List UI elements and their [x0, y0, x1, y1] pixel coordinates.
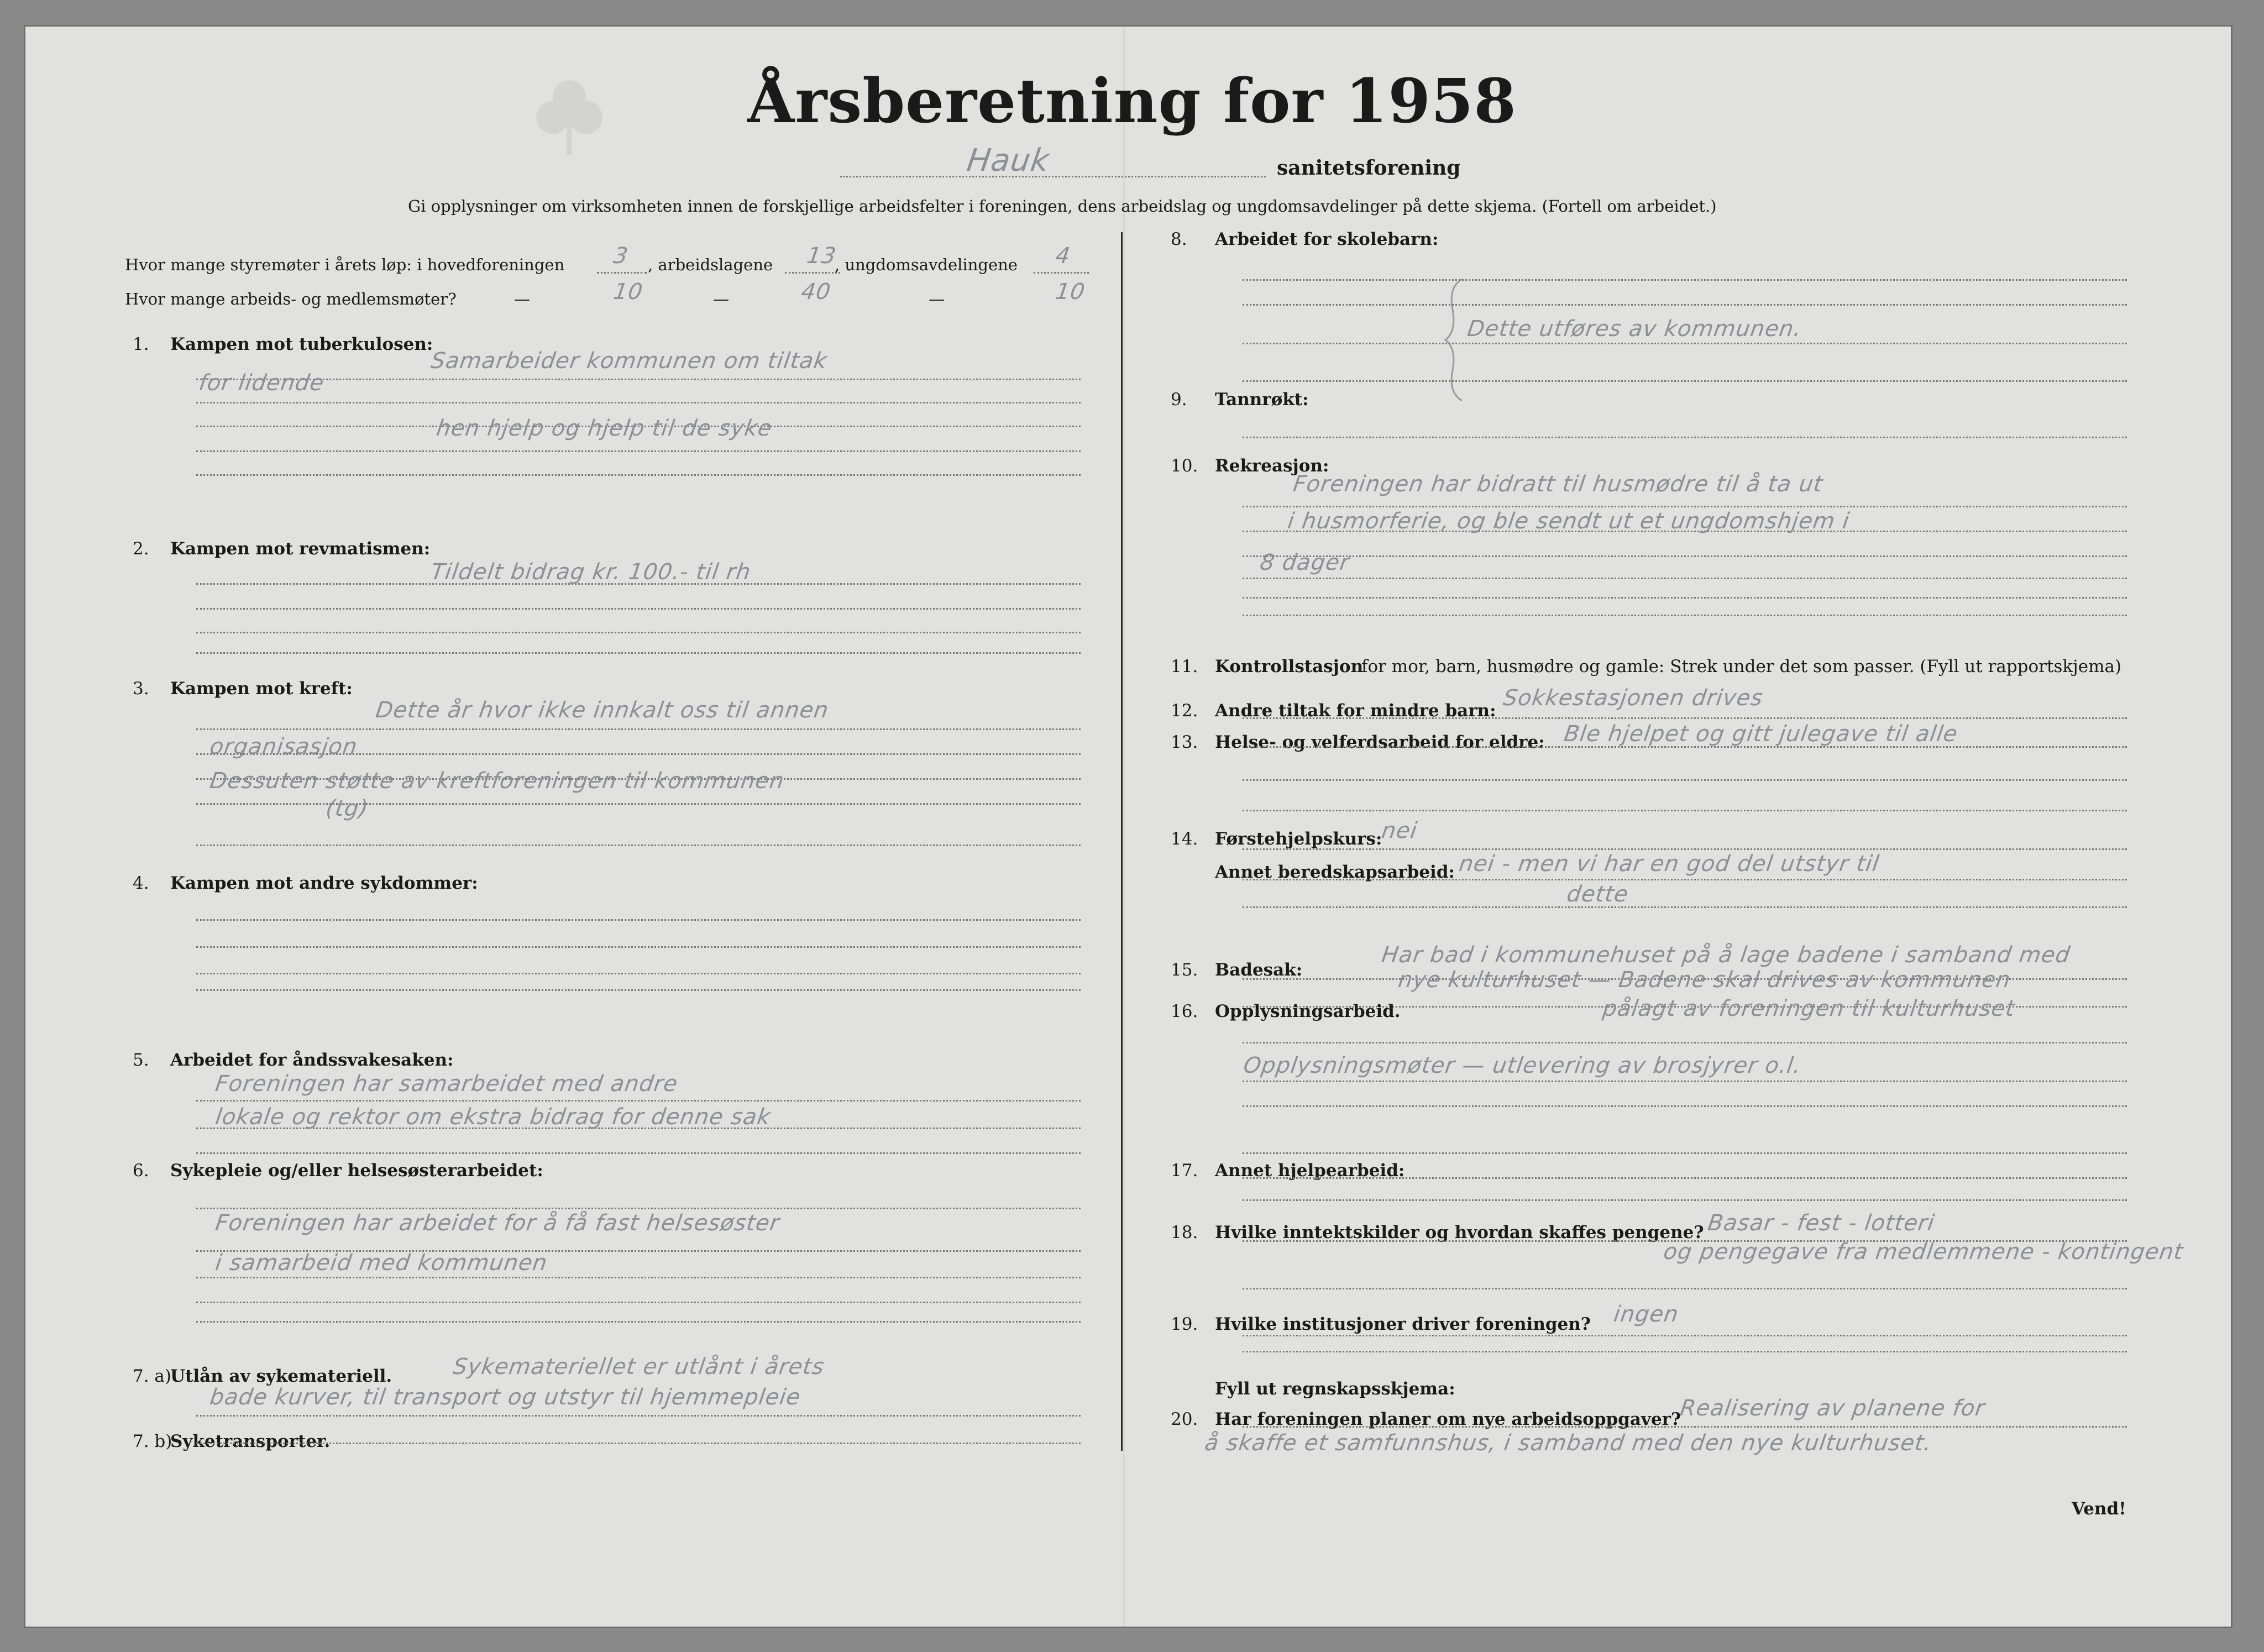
left-section-5-handwriting: lokale og rektor om ekstra bidrag for denne sak: [213, 1104, 773, 1130]
right-section-7-label: Førstehjelpskurs:: [1215, 829, 1382, 849]
left-section-1-label: Kampen mot tuberkulosen:: [170, 334, 433, 354]
left-section-4-line: [196, 946, 1081, 948]
right-section-12-handwriting: Basar - fest - lotteri: [1706, 1210, 1937, 1236]
left-section-3-handwriting: Dette år hvor ikke innkalt oss til annen: [374, 697, 831, 723]
right-section-9-handwriting: pålagt av foreningen til kulturhuset: [1601, 996, 2017, 1021]
left-section-1-number: 1.: [133, 334, 149, 354]
right-section-13-handwriting: ingen: [1612, 1302, 1681, 1327]
right-section-6-label: Helse- og velferdsarbeid for eldre:: [1215, 732, 1545, 752]
org-name-handwriting: Hauk: [965, 143, 1052, 179]
right-section-1-line: [1243, 304, 2127, 306]
left-section-6-number: 6.: [133, 1161, 149, 1181]
right-section-5-number: 12.: [1171, 701, 1198, 721]
left-section-3-line: [196, 728, 1081, 730]
left-section-2-line: [196, 652, 1081, 654]
right-section-15-handwriting: Realisering av planene for: [1678, 1396, 1987, 1421]
right-section-5-label: Andre tiltak for mindre barn:: [1215, 701, 1496, 721]
left-section-6-handwriting: Foreningen har arbeidet for å få fast helsesøster: [213, 1210, 782, 1236]
meetings-q1-part1: Hvor mange styremøter i årets løp: i hovedforeningen: [125, 255, 565, 274]
right-section-3-number: 10.: [1171, 456, 1198, 476]
left-section-6-label: Sykepleie og/eller helsesøsterarbeidet:: [170, 1161, 543, 1181]
right-section-4-label: Kontrollstasjon: [1215, 657, 1364, 676]
right-section-15-number: 20.: [1171, 1409, 1198, 1429]
column-divider: [1121, 232, 1123, 1451]
left-section-3-handwriting: Dessuten støtte av kreftforeningen til kommunen: [208, 768, 786, 794]
left-section-7-label: Utlån av sykemateriell.: [170, 1366, 392, 1386]
right-section-1-label: Arbeidet for skolebarn:: [1215, 229, 1439, 249]
left-section-4-line: [196, 919, 1081, 921]
right-section-12-label: Hvilke inntektskilder og hvordan skaffes pengene?: [1215, 1223, 1704, 1242]
left-section-1-line: [196, 402, 1081, 403]
right-section-3-line: [1243, 578, 2127, 579]
left-section-5-handwriting: Foreningen har samarbeidet med andre: [213, 1071, 680, 1097]
meetings-q1-val1: 3: [611, 243, 630, 269]
left-section-2-handwriting: Tildelt bidrag kr. 100.- til rh: [429, 559, 753, 585]
right-section-7-number: 14.: [1171, 829, 1198, 849]
left-section-3-handwriting: organisasjon: [208, 734, 359, 759]
right-section-3-label: Rekreasjon:: [1215, 456, 1329, 476]
left-section-5-line: [196, 1100, 1081, 1102]
left-section-1-handwriting: Samarbeider kommunen om tiltak: [429, 348, 829, 374]
meetings-q2-val1: 10: [611, 279, 645, 305]
left-section-6-handwriting: i samarbeid med kommunen: [213, 1250, 549, 1276]
right-section-12-line: [1243, 1288, 2127, 1289]
right-section-10-number: 16.: [1171, 1001, 1198, 1021]
right-section-10-line: [1243, 1105, 2127, 1107]
right-section-13-line: [1243, 1351, 2127, 1352]
right-section-2-label: Tannrøkt:: [1215, 390, 1309, 410]
right-section-10-handwriting: Opplysningsmøter — utlevering av brosjyrer o.l.: [1241, 1053, 1803, 1078]
right-section-3-handwriting: Foreningen har bidratt til husmødre til å ta ut: [1291, 471, 1825, 497]
right-section-13-label: Hvilke institusjoner driver foreningen?: [1215, 1314, 1591, 1334]
left-section-4-number: 4.: [133, 873, 149, 893]
right-section-9-line: [1243, 1042, 2127, 1043]
left-section-7-number: 7. a): [133, 1366, 172, 1386]
left-section-1-line: [196, 450, 1081, 452]
brace-mark: [1443, 276, 1465, 403]
right-section-4-number: 11.: [1171, 657, 1198, 676]
right-section-15-line: [1243, 1426, 2127, 1428]
left-section-1-handwriting: for lidende: [197, 370, 326, 396]
right-section-3-handwriting: 8 dager: [1258, 550, 1351, 575]
left-section-5-label: Arbeidet for åndssvakesaken:: [170, 1050, 454, 1070]
right-section-8-line: [1243, 906, 2127, 908]
right-section-4-extra: for mor, barn, husmødre og gamle: Strek under det som passer. (Fyll ut rapportskjema): [1361, 657, 2122, 676]
meetings-dash-1: —: [514, 290, 530, 308]
right-section-13-line: [1243, 1335, 2127, 1336]
right-section-2-number: 9.: [1171, 390, 1187, 410]
right-section-8-line: [1243, 879, 2127, 880]
right-section-15-label: Har foreningen planer om nye arbeidsoppgaver?: [1215, 1409, 1681, 1429]
meetings-line-2: [785, 272, 840, 274]
right-section-7-line: [1243, 848, 2127, 850]
left-section-5-number: 5.: [133, 1050, 149, 1070]
right-section-9-number: 15.: [1171, 960, 1198, 980]
right-section-6-handwriting: Ble hjelpet og gitt julegave til alle: [1562, 721, 1959, 747]
right-section-9-label: Badesak:: [1215, 960, 1303, 980]
meetings-q2-val2: 40: [799, 279, 833, 305]
right-section-5-line: [1243, 717, 2127, 719]
right-section-5-handwriting: Sokkestasjonen drives: [1501, 685, 1765, 711]
left-section-6-line: [196, 1208, 1081, 1209]
left-section-5-line: [196, 1152, 1081, 1154]
right-section-2-line: [1243, 437, 2127, 438]
left-section-1-line: [196, 379, 1081, 380]
right-section-1-line: [1243, 279, 2127, 281]
left-section-3-label: Kampen mot kreft:: [170, 679, 353, 699]
right-section-8-handwriting: nei - men vi har en god del utstyr til: [1457, 851, 1882, 877]
right-section-8-handwriting: dette: [1565, 882, 1631, 907]
meetings-dash-3: —: [929, 290, 945, 308]
meetings-line-1: [597, 272, 647, 274]
left-section-8-number: 7. b): [133, 1431, 172, 1451]
right-section-14-label: Fyll ut regnskapsskjema:: [1215, 1379, 1455, 1399]
org-suffix: sanitetsforening: [1277, 156, 1461, 180]
right-section-1-handwriting: Dette utføres av kommunen.: [1465, 316, 1804, 342]
page-fold: [1123, 27, 1125, 1627]
right-section-15-handwriting: å skaffe et samfunnshus, i samband med den nye kulturhuset.: [1203, 1430, 1933, 1456]
right-section-11-number: 17.: [1171, 1161, 1198, 1181]
left-section-2-line: [196, 608, 1081, 610]
left-section-2-label: Kampen mot revmatismen:: [170, 539, 431, 559]
footer-vend: Vend!: [2072, 1499, 2126, 1519]
right-section-1-line: [1243, 380, 2127, 382]
meetings-q1-val3: 4: [1054, 243, 1072, 269]
right-section-10-line: [1243, 1152, 2127, 1154]
right-section-1-number: 8.: [1171, 229, 1187, 249]
left-section-7-handwriting: Sykemateriellet er utlånt i årets: [451, 1354, 826, 1380]
right-section-3-line: [1243, 555, 2127, 557]
left-section-8-label: Syketransporter.: [170, 1431, 331, 1451]
left-section-4-line: [196, 989, 1081, 991]
instructions: Gi opplysninger om virksomheten innen de forskjellige arbeidsfelter i foreningen, dens arbeidslag og ungdomsavdelinger på dette skjema. (Fortell om arbeidet.): [408, 197, 1717, 216]
right-section-8-label: Annet beredskapsarbeid:: [1215, 862, 1455, 882]
left-section-1-line: [196, 474, 1081, 476]
right-section-10-line: [1243, 1081, 2127, 1082]
left-section-2-number: 2.: [133, 539, 149, 559]
left-section-1-handwriting: hen hjelp og hjelp til de syke: [434, 416, 774, 441]
right-section-6-line: [1243, 779, 2127, 781]
meetings-q1-val2: 13: [805, 243, 838, 269]
right-section-9-handwriting: Har bad i kommunehuset på å lage badene i samband med: [1380, 942, 2072, 968]
left-section-6-line: [196, 1277, 1081, 1278]
left-section-8-line: [196, 1443, 1081, 1444]
left-section-3-handwriting: (tg): [324, 796, 370, 821]
org-name-line: [840, 176, 1266, 177]
right-section-10-label: Opplysningsarbeid.: [1215, 1001, 1401, 1021]
form-title: Årsberetning for 1958: [747, 65, 1517, 137]
left-section-3-number: 3.: [133, 679, 149, 699]
right-section-11-label: Annet hjelpearbeid:: [1215, 1161, 1405, 1181]
meetings-line-3: [1034, 272, 1089, 274]
right-section-12-handwriting: og pengegave fra medlemmene - kontingent: [1662, 1239, 2186, 1265]
right-section-3-line: [1243, 615, 2127, 616]
right-section-1-line: [1243, 343, 2127, 344]
left-section-4-label: Kampen mot andre sykdommer:: [170, 873, 478, 893]
meetings-q2-label: Hvor mange arbeids- og medlemsmøter?: [125, 290, 457, 308]
meetings-dash-2: —: [713, 290, 729, 308]
right-section-3-line: [1243, 506, 2127, 507]
left-section-6-line: [196, 1321, 1081, 1323]
right-section-13-number: 19.: [1171, 1314, 1198, 1334]
right-section-11-line: [1243, 1199, 2127, 1201]
left-section-4-line: [196, 973, 1081, 974]
left-section-6-line: [196, 1302, 1081, 1303]
right-section-9-handwriting: nye kulturhuset — Badene skal drives av kommunen: [1396, 967, 2013, 993]
right-section-7-handwriting: nei: [1380, 818, 1419, 843]
right-section-6-number: 13.: [1171, 732, 1198, 752]
left-section-7-line: [196, 1415, 1081, 1417]
right-section-3-handwriting: i husmorferie, og ble sendt ut et ungdomshjem i: [1286, 508, 1852, 534]
meetings-q2-val3: 10: [1054, 279, 1087, 305]
right-section-11-line: [1243, 1177, 2127, 1179]
right-section-3-line: [1243, 597, 2127, 599]
right-section-6-line: [1243, 810, 2127, 811]
right-section-12-number: 18.: [1171, 1223, 1198, 1242]
left-section-7-handwriting: bade kurver, til transport og utstyr til hjemmepleie: [208, 1384, 803, 1410]
meetings-q1-part3: , ungdomsavdelingene: [835, 255, 1018, 274]
meetings-q1-part2: , arbeidslagene: [648, 255, 773, 274]
left-section-2-line: [196, 632, 1081, 633]
left-section-3-line: [196, 845, 1081, 846]
